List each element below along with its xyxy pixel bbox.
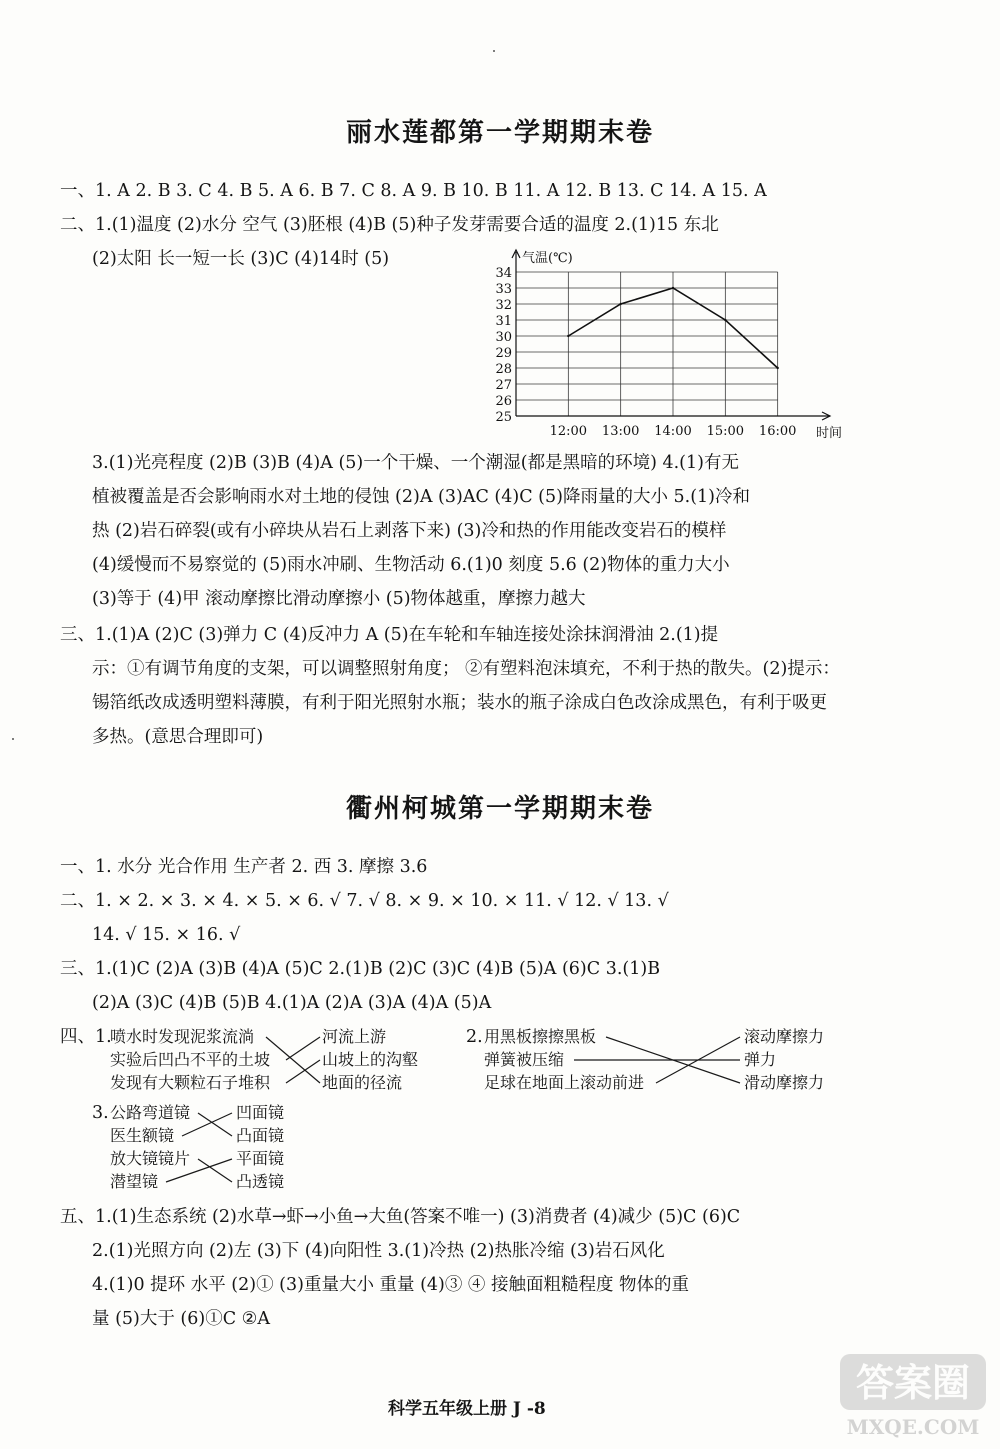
watermark-bottom: MXQE.COM	[846, 1415, 980, 1439]
match-left-item: 公路弯道镜	[110, 1103, 191, 1122]
y-tick-label: 29	[495, 346, 512, 361]
answer-line: 二、1.(1)温度 (2)水分 空气 (3)胚根 (4)B (5)种子发芽需要合适的温度 2.(1)15 东北	[60, 215, 719, 235]
answer-line: 二、1. × 2. × 3. × 4. × 5. × 6. √ 7. √ 8. × 9. × 10. × 11. √ 12. √ 13. √	[60, 891, 669, 911]
y-tick-label: 34	[495, 266, 512, 281]
section-title: 衢州柯城第一学期期末卷	[345, 794, 654, 824]
match-right-item: 凹面镜	[236, 1103, 285, 1122]
matching-label: 3.	[92, 1103, 109, 1123]
answer-line: 4.(1)0 提环 水平 (2)① (3)重量大小 重量 (4)③ ④ 接触面粗糙程度 物体的重	[92, 1275, 690, 1295]
match-right-item: 河流上游	[322, 1027, 387, 1046]
match-right-item: 地面的径流	[322, 1073, 403, 1092]
answer-line: (3)等于 (4)甲 滚动摩擦比滑动摩擦小 (5)物体越重，摩擦力越大	[92, 589, 586, 609]
answer-line: 2.(1)光照方向 (2)左 (3)下 (4)向阳性 3.(1)冷热 (2)热胀冷缩 (3)岩石风化	[92, 1241, 665, 1261]
answer-line: (2)太阳 长一短一长 (3)C (4)14时 (5)	[92, 249, 390, 269]
matching-label: 2.	[466, 1027, 483, 1047]
answer-line: 一、1. A 2. B 3. C 4. B 5. A 6. B 7. C 8. A 9. B 10. B 11. A 12. B 13. C 14. A 15. A	[60, 181, 767, 201]
match-right-item: 弹力	[744, 1050, 777, 1069]
match-left-item: 医生额镜	[110, 1126, 175, 1145]
x-axis-label: 时间	[816, 426, 843, 441]
answer-line: 锡箔纸改成透明塑料薄膜，有利于阳光照射水瓶；装水的瓶子涂成白色改涂成黑色，有利于吸更	[92, 693, 827, 713]
match-right-item: 山坡上的沟壑	[322, 1050, 419, 1069]
match-left-item: 用黑板擦擦黑板	[484, 1027, 597, 1046]
answer-line: 热 (2)岩石碎裂(或有小碎块从岩石上剥落下来) (3)冷和热的作用能改变岩石的模样	[92, 521, 727, 541]
answer-line: 一、1. 水分 光合作用 生产者 2. 西 3. 摩擦 3.6	[60, 857, 428, 877]
match-right-item: 平面镜	[236, 1149, 285, 1168]
x-tick-label: 12:00	[549, 424, 588, 439]
answer-line: 五、1.(1)生态系统 (2)水草→虾→小鱼→大鱼(答案不唯一) (3)消费者 (4)减少 (5)C (6)C	[60, 1207, 741, 1227]
match-right-item: 凸面镜	[236, 1126, 285, 1145]
x-tick-label: 14:00	[654, 424, 692, 439]
section-title: 丽水莲都第一学期期末卷	[345, 118, 654, 148]
answer-line: 14. √ 15. × 16. √	[92, 925, 241, 945]
y-tick-label: 33	[495, 282, 512, 297]
match-left-item: 喷水时发现泥浆流淌	[110, 1027, 255, 1046]
match-right-item: 滚动摩擦力	[744, 1027, 825, 1046]
match-left-item: 发现有大颗粒石子堆积	[110, 1073, 271, 1092]
watermark-top: 答案圈	[855, 1360, 971, 1405]
match-left-item: 潜望镜	[110, 1172, 159, 1191]
matching-label: 四、1.	[60, 1027, 112, 1047]
answer-line: 示：①有调节角度的支架，可以调整照射角度； ②有塑料泡沫填充，不利于热的散失。(2)提示：	[92, 659, 840, 679]
y-tick-label: 26	[495, 394, 512, 409]
match-left-item: 实验后凹凸不平的土坡	[110, 1050, 271, 1069]
page-footer: 科学五年级上册 J -8	[388, 1399, 546, 1419]
answer-line: 多热。(意思合理即可)	[92, 727, 264, 747]
answer-line: 量 (5)大于 (6)①C ②A	[92, 1309, 270, 1329]
match-left-item: 弹簧被压缩	[484, 1050, 565, 1069]
x-tick-label: 15:00	[706, 424, 745, 439]
match-left-item: 足球在地面上滚动前进	[484, 1073, 645, 1092]
answer-line: (2)A (3)C (4)B (5)B 4.(1)A (2)A (3)A (4)A (5)A	[92, 993, 492, 1013]
answer-line: 三、1.(1)A (2)C (3)弹力 C (4)反冲力 A (5)在车轮和车轴连接处涂抹润滑油 2.(1)提	[60, 625, 719, 645]
x-tick-label: 16:00	[758, 424, 797, 439]
y-tick-label: 27	[495, 378, 512, 393]
answer-line: 3.(1)光亮程度 (2)B (3)B (4)A (5)一个干燥、一个潮湿(都是黑暗的环境) 4.(1)有无	[92, 453, 739, 473]
y-axis-label: 气温(℃)	[522, 251, 573, 266]
y-tick-label: 28	[495, 362, 512, 377]
match-right-item: 凸透镜	[236, 1172, 285, 1191]
answer-line: (4)缓慢而不易察觉的 (5)雨水冲刷、生物活动 6.(1)0 刻度 5.6 (2)物体的重力大小	[92, 555, 730, 575]
watermark-logo	[838, 1352, 988, 1442]
answer-line: 植被覆盖是否会影响雨水对土地的侵蚀 (2)A (3)AC (4)C (5)降雨量的大小 5.(1)冷和	[92, 487, 751, 507]
match-right-item: 滑动摩擦力	[744, 1073, 825, 1092]
match-left-item: 放大镜镜片	[110, 1149, 191, 1168]
y-tick-label: 30	[495, 330, 512, 345]
x-tick-label: 13:00	[601, 424, 640, 439]
y-tick-label: 31	[495, 314, 512, 329]
y-tick-label: 25	[495, 410, 512, 425]
answer-line: 三、1.(1)C (2)A (3)B (4)A (5)C 2.(1)B (2)C (3)C (4)B (5)A (6)C 3.(1)B	[60, 959, 661, 979]
y-tick-label: 32	[495, 298, 512, 313]
